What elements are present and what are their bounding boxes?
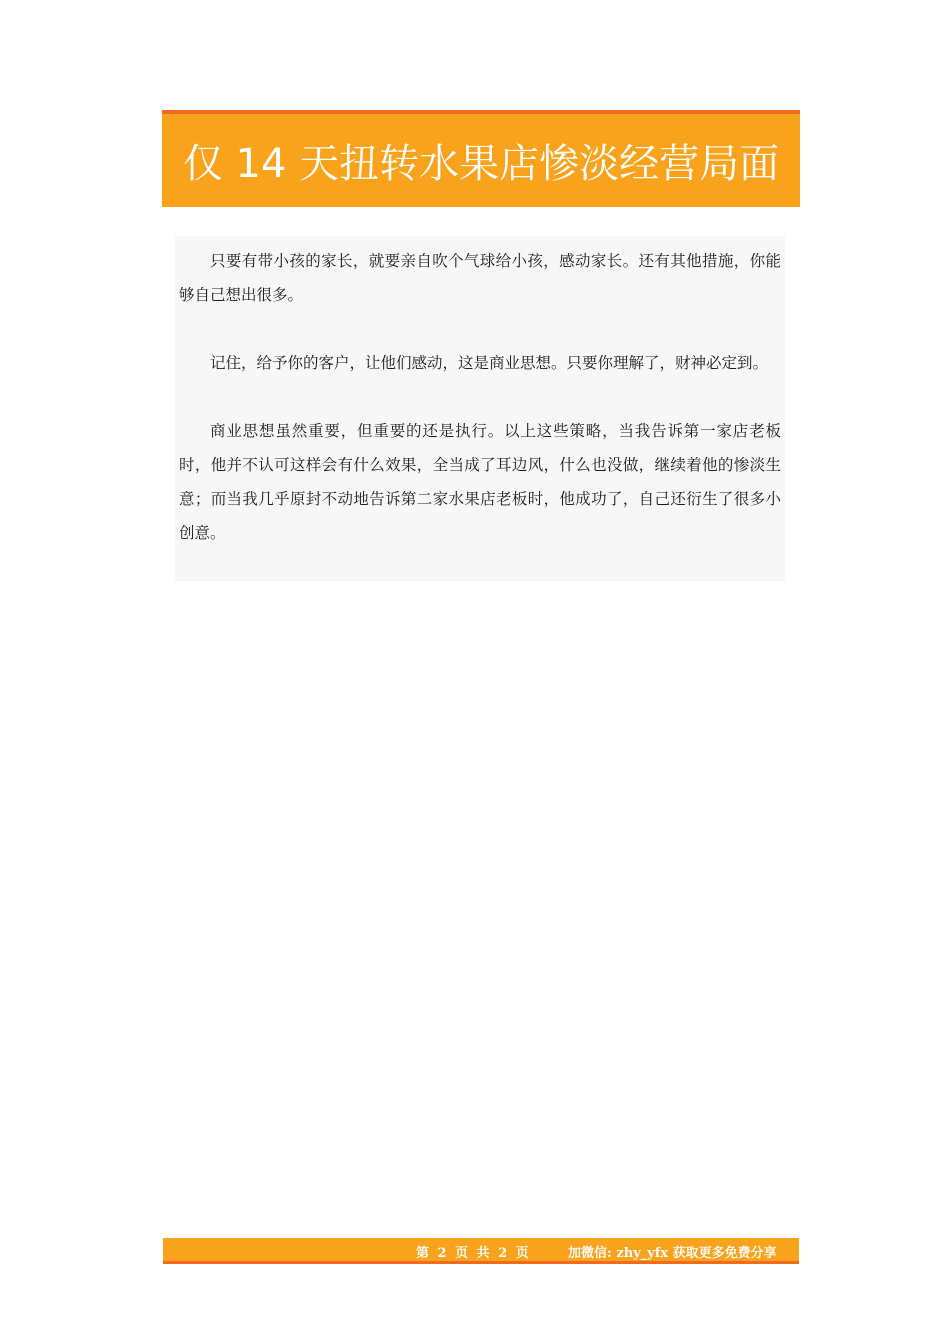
- footer-bar: [163, 1238, 799, 1264]
- paragraph-3: 商业思想虽然重要，但重要的还是执行。以上这些策略，当我告诉第一家店老板时，他并不认可这样会有什么效果，全当成了耳边风，什么也没做，继续着他的惨淡生意；而当我几乎原封不动地告诉第二家水果店老板时，他成功了，自己还衍生了很多小创意。: [179, 422, 781, 542]
- article-body: [175, 236, 785, 581]
- paragraph-2: 记住，给予你的客户，让他们感动，这是商业思想。只要你理解了，财神必定到。: [210, 354, 769, 372]
- page-number: 第 2 页 共 2 页: [416, 1246, 531, 1261]
- paragraph-1: 只要有带小孩的家长，就要亲自吹个气球给小孩，感动家长。还有其他措施，你能够自己想出很多。: [179, 252, 781, 304]
- title-banner: [162, 110, 800, 207]
- page-title: 仅 14 天扭转水果店惨淡经营局面: [182, 141, 780, 187]
- footer-promo-text: 加微信: zhy_yfx 获取更多免费分享: [568, 1246, 777, 1261]
